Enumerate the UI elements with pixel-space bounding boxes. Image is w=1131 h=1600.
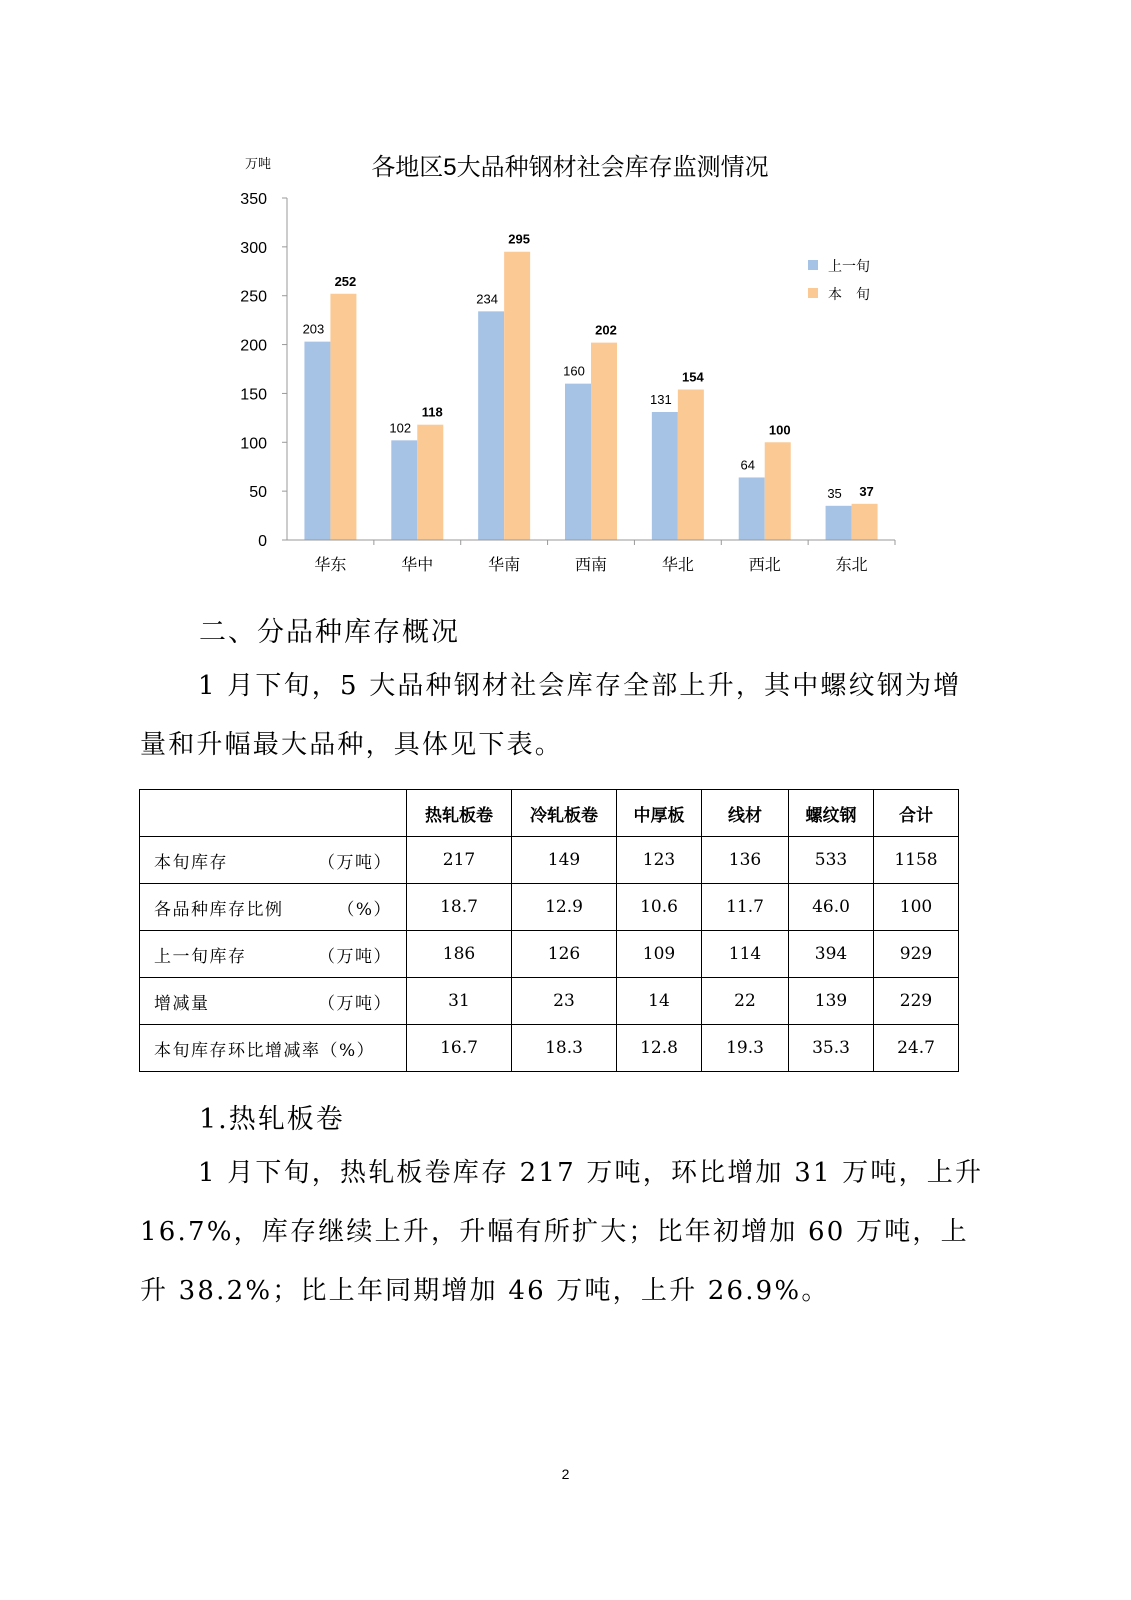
data-label: 100 bbox=[768, 422, 791, 438]
table-cell: 126 bbox=[512, 931, 617, 978]
bar-previous bbox=[565, 384, 591, 540]
y-axis-unit-label: 万吨 bbox=[244, 156, 272, 171]
row-unit: （万吨） bbox=[318, 946, 392, 967]
y-tick-label: 150 bbox=[240, 386, 267, 404]
table-cell: 18.7 bbox=[407, 884, 512, 931]
table-cell: 123 bbox=[617, 837, 702, 884]
section-paragraph-hot-rolled-coil bbox=[140, 1144, 1000, 1321]
row-label-cell bbox=[140, 884, 407, 931]
table-cell: 100 bbox=[874, 884, 959, 931]
y-tick-label: 250 bbox=[240, 288, 267, 306]
data-label: 35 bbox=[827, 485, 842, 501]
data-label: 202 bbox=[595, 322, 617, 338]
table-cell: 10.6 bbox=[617, 884, 702, 931]
bar-current bbox=[591, 343, 617, 540]
data-label: 234 bbox=[476, 291, 498, 307]
row-unit: （%） bbox=[337, 899, 392, 920]
table-cell: 11.7 bbox=[702, 884, 789, 931]
bar-current bbox=[504, 252, 530, 540]
table-cell: 16.7 bbox=[407, 1025, 512, 1072]
data-label: 160 bbox=[563, 363, 585, 379]
table-cell: 18.3 bbox=[512, 1025, 617, 1072]
table-cell: 186 bbox=[407, 931, 512, 978]
bar-previous bbox=[391, 440, 417, 540]
y-tick-label: 200 bbox=[240, 337, 267, 355]
row-label: 本旬库存环比增减率（%） bbox=[154, 1040, 376, 1061]
data-label: 64 bbox=[740, 457, 755, 473]
table-cell: 929 bbox=[874, 931, 959, 978]
row-unit: （万吨） bbox=[318, 993, 392, 1014]
table-row bbox=[140, 931, 959, 978]
table-cell: 136 bbox=[702, 837, 789, 884]
table-cell: 217 bbox=[407, 837, 512, 884]
table-cell: 31 bbox=[407, 978, 512, 1025]
table-cell: 149 bbox=[512, 837, 617, 884]
data-label: 37 bbox=[859, 483, 874, 499]
paragraph-line: 16.7%，库存继续上升，升幅有所扩大；比年初增加 60 万吨，上 bbox=[140, 1217, 969, 1247]
bar-current bbox=[678, 390, 704, 540]
bar-current bbox=[417, 425, 443, 540]
table-cell: 139 bbox=[789, 978, 874, 1025]
table-cell: 12.9 bbox=[512, 884, 617, 931]
y-tick-label: 350 bbox=[240, 191, 267, 208]
row-label-cell bbox=[140, 1025, 407, 1072]
header-cell: 合计 bbox=[874, 790, 959, 837]
data-label: 203 bbox=[302, 321, 325, 337]
paragraph-line: 1 月下旬，热轧板卷库存 217 万吨，环比增加 31 万吨，上升 bbox=[198, 1158, 984, 1188]
data-label: 131 bbox=[650, 391, 672, 407]
row-label: 本旬库存 bbox=[154, 852, 228, 873]
legend-label: 本 旬 bbox=[828, 286, 870, 302]
table-cell: 22 bbox=[702, 978, 789, 1025]
legend-swatch bbox=[808, 260, 818, 270]
table-header-row bbox=[140, 790, 959, 837]
table-cell: 24.7 bbox=[874, 1025, 959, 1072]
bar-current bbox=[330, 294, 356, 540]
data-label: 295 bbox=[508, 231, 530, 247]
legend-label: 上一旬 bbox=[828, 258, 870, 274]
inventory-bar-chart bbox=[230, 140, 910, 590]
bar-current bbox=[852, 504, 878, 540]
table-corner-cell bbox=[140, 790, 407, 837]
header-cell: 中厚板 bbox=[617, 790, 702, 837]
bar-previous bbox=[478, 311, 504, 540]
table-row bbox=[140, 978, 959, 1025]
row-label: 增减量 bbox=[154, 993, 210, 1014]
y-tick-label: 0 bbox=[258, 533, 267, 550]
paragraph-line: 量和升幅最大品种，具体见下表。 bbox=[140, 730, 564, 760]
y-tick-label: 300 bbox=[240, 239, 267, 257]
x-tick-label: 东北 bbox=[835, 557, 868, 574]
row-label: 上一旬库存 bbox=[154, 946, 247, 967]
table-cell: 14 bbox=[617, 978, 702, 1025]
y-tick-label: 50 bbox=[249, 484, 267, 502]
row-label: 各品种库存比例 bbox=[154, 899, 284, 920]
table-cell: 1158 bbox=[874, 837, 959, 884]
data-label: 252 bbox=[334, 273, 357, 289]
chart-title: 各地区5大品种钢材社会库存监测情况 bbox=[371, 154, 769, 181]
page-number: 2 bbox=[561, 1466, 570, 1482]
bar-previous bbox=[304, 342, 330, 540]
section-heading-hot-rolled-coil: 1.热轧板卷 bbox=[199, 1104, 345, 1135]
table-row bbox=[140, 884, 959, 931]
x-tick-label: 华南 bbox=[488, 557, 521, 574]
row-label-cell bbox=[140, 978, 407, 1025]
x-tick-label: 华中 bbox=[401, 557, 434, 574]
table-cell: 114 bbox=[702, 931, 789, 978]
paragraph-line: 升 38.2%；比上年同期增加 46 万吨，上升 26.9%。 bbox=[140, 1276, 830, 1306]
section-heading-varieties: 二、分品种库存概况 bbox=[199, 617, 460, 648]
header-cell: 热轧板卷 bbox=[407, 790, 512, 837]
data-label: 102 bbox=[389, 420, 412, 436]
paragraph-line: 1 月下旬，5 大品种钢材社会库存全部上升，其中螺纹钢为增 bbox=[198, 671, 962, 701]
header-cell: 线材 bbox=[702, 790, 789, 837]
table-cell: 23 bbox=[512, 978, 617, 1025]
row-label-cell bbox=[140, 837, 407, 884]
data-label: 154 bbox=[682, 369, 704, 385]
table-cell: 12.8 bbox=[617, 1025, 702, 1072]
table-cell: 19.3 bbox=[702, 1025, 789, 1072]
table-cell: 533 bbox=[789, 837, 874, 884]
x-tick-label: 华北 bbox=[661, 557, 694, 574]
y-tick-label: 100 bbox=[240, 435, 267, 453]
table-cell: 394 bbox=[789, 931, 874, 978]
table-cell: 35.3 bbox=[789, 1025, 874, 1072]
table-cell: 229 bbox=[874, 978, 959, 1025]
table-row bbox=[140, 837, 959, 884]
header-cell: 冷轧板卷 bbox=[512, 790, 617, 837]
row-unit: （万吨） bbox=[318, 852, 392, 873]
table-cell: 109 bbox=[617, 931, 702, 978]
header-cell: 螺纹钢 bbox=[789, 790, 874, 837]
bar-previous bbox=[652, 412, 678, 540]
x-tick-label: 西北 bbox=[748, 557, 781, 574]
inventory-table bbox=[139, 789, 959, 1072]
table-row bbox=[140, 1025, 959, 1072]
section-paragraph-varieties bbox=[140, 657, 1000, 775]
bar-previous bbox=[739, 477, 765, 540]
data-label: 118 bbox=[421, 404, 443, 420]
row-label-cell bbox=[140, 931, 407, 978]
legend-swatch bbox=[808, 288, 818, 298]
bar-previous bbox=[826, 506, 852, 540]
x-tick-label: 华东 bbox=[314, 557, 347, 574]
bar-current bbox=[765, 442, 791, 540]
table-cell: 46.0 bbox=[789, 884, 874, 931]
x-tick-label: 西南 bbox=[574, 557, 608, 574]
